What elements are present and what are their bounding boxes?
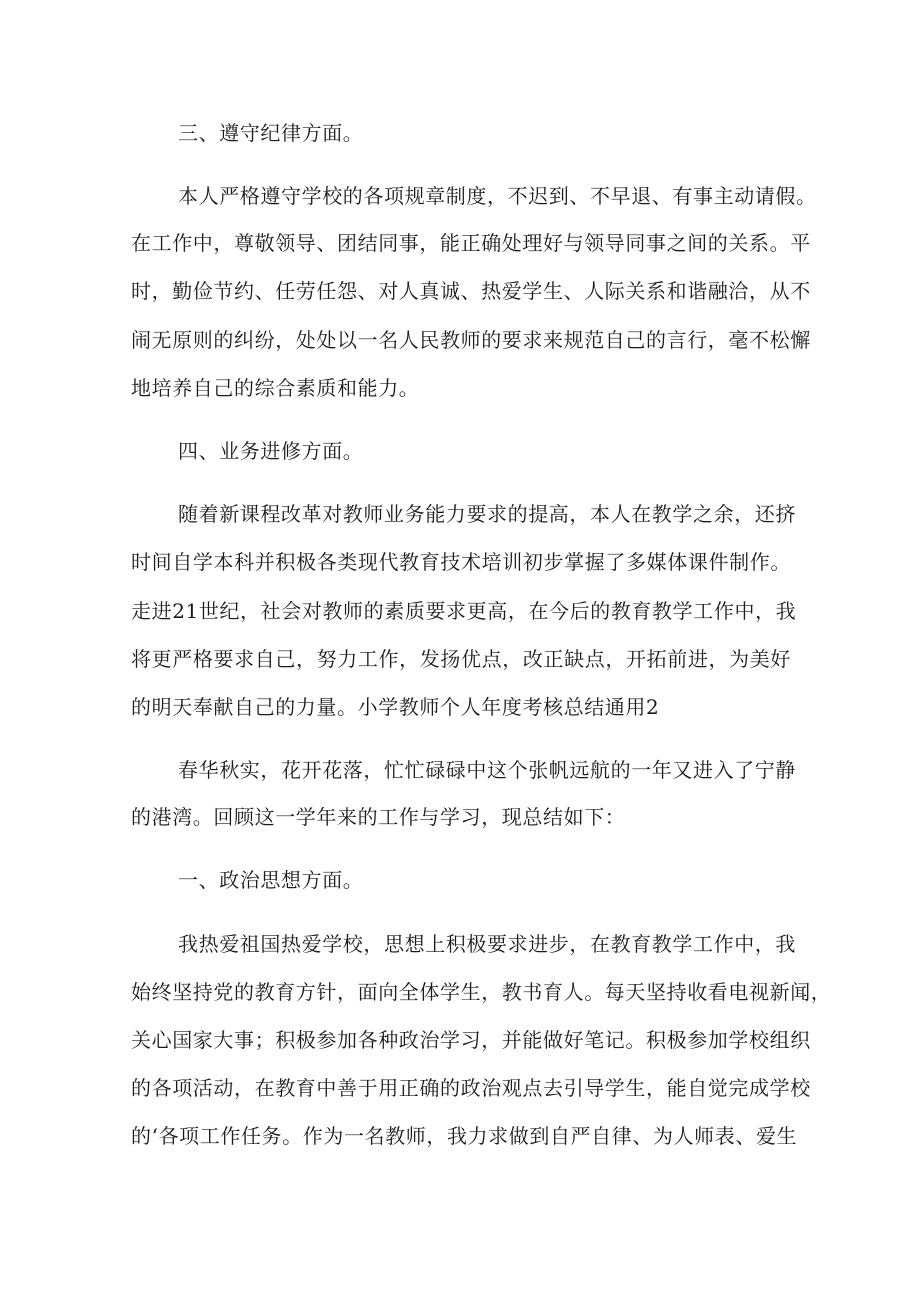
paragraph-line: 时，勤俭节约、任劳任怨、对人真诚、热爱学生、人际关系和谐融洽，从不 — [131, 279, 811, 303]
paragraph-line: 关心国家大事；积极参加各种政治学习，并能做好笔记。积极参加学校组织 — [131, 1028, 811, 1052]
paragraph-line: 走进21世纪，社会对教师的素质要求更高，在今后的教育教学工作中，我 — [131, 599, 797, 623]
paragraph-line: 将更严格要求自己，努力工作，发扬优点，改正缺点，开拓前进，为美好 — [131, 647, 791, 671]
paragraph-line: 的各项活动，在教育中善于用正确的政治观点去引导学生，能自觉完成学校 — [131, 1076, 811, 1100]
paragraph-line: 的‘各项工作任务。作为一名教师，我力求做到自严自律、为人师表、爱生 — [131, 1124, 798, 1148]
paragraph-line: 随着新课程改革对教师业务能力要求的提高，本人在教学之余，还挤 — [178, 502, 796, 526]
paragraph-line: 春华秋实，花开花落，忙忙碌碌中这个张帆远航的一年又进入了宁静 — [178, 758, 796, 782]
heading-study: 四、业务进修方面。 — [178, 439, 364, 463]
paragraph-line: 我热爱祖国热爱学校，思想上积极要求进步，在教育教学工作中，我 — [178, 932, 796, 956]
paragraph-line: 地培养自己的综合素质和能力。 — [131, 376, 420, 400]
paragraph-line: 时间自学本科并积极各类现代教育技术培训初步掌握了多媒体课件制作。 — [131, 550, 791, 574]
paragraph-line: 本人严格遵守学校的各项规章制度，不迟到、不早退、有事主动请假。 — [178, 184, 817, 208]
paragraph-line: 的明天奉献自己的力量。小学教师个人年度考核总结通用2 — [131, 695, 660, 719]
heading-discipline: 三、遵守纪律方面。 — [178, 121, 364, 145]
paragraph-line: 的港湾。回顾这一学年来的工作与学习，现总结如下： — [131, 805, 626, 829]
paragraph-line: 闹无原则的纠纷，处处以一名人民教师的要求来规范自己的言行，毫不松懈 — [131, 328, 811, 352]
heading-politics: 一、政治思想方面。 — [178, 868, 364, 892]
paragraph-line: 始终坚持党的教育方针，面向全体学生，教书育人。每天坚持收看电视新闻， — [131, 980, 832, 1004]
paragraph-line: 在工作中，尊敬领导、团结同事，能正确处理好与领导同事之间的关系。平 — [131, 231, 811, 255]
